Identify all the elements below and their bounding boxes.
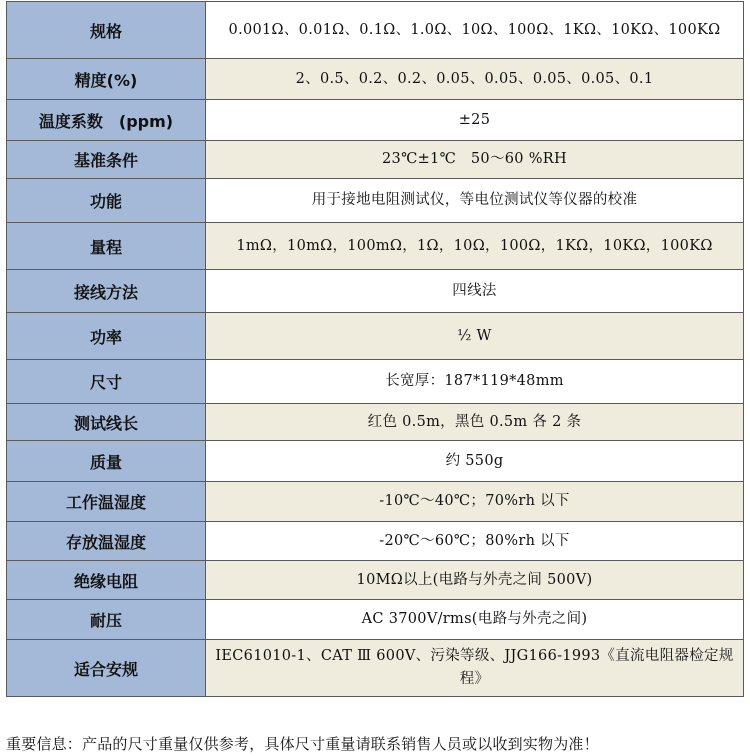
row-value: 长宽厚：187*119*48mm	[206, 360, 744, 404]
spec-row-lead-length	[7, 404, 744, 441]
spec-row-dimensions	[7, 360, 744, 404]
row-value: 10MΩ以上(电路与外壳之间 500V)	[206, 561, 744, 600]
spec-row-accuracy	[7, 59, 744, 100]
row-label: 精度(%)	[7, 59, 206, 100]
row-value: 用于接地电阻测试仪，等电位测试仪等仪器的校准	[206, 179, 744, 223]
row-value: ½ W	[206, 313, 744, 360]
row-value: 0.001Ω、0.01Ω、0.1Ω、1.0Ω、10Ω、100Ω、1KΩ、10KΩ、100KΩ	[206, 2, 744, 59]
row-value: 约 550g	[206, 441, 744, 482]
spec-row-storage-env	[7, 522, 744, 561]
row-value: 红色 0.5m，黑色 0.5m 各 2 条	[206, 404, 744, 441]
row-label: 绝缘电阻	[7, 561, 206, 600]
spec-row-safety-standards	[7, 640, 744, 697]
row-value: 四线法	[206, 270, 744, 313]
row-value: 23℃±1℃ 50～60 %RH	[206, 141, 744, 179]
spec-table	[6, 1, 744, 697]
row-label: 尺寸	[7, 360, 206, 404]
row-label: 耐压	[7, 600, 206, 640]
spec-row-insulation	[7, 561, 744, 600]
row-label: 温度系数 (ppm)	[7, 100, 206, 141]
spec-row-temp-coefficient	[7, 100, 744, 141]
row-value: -10℃～40℃；70%rh 以下	[206, 482, 744, 522]
row-label: 工作温湿度	[7, 482, 206, 522]
row-value: 1mΩ，10mΩ，100mΩ，1Ω，10Ω，100Ω，1KΩ，10KΩ，100KΩ	[206, 223, 744, 270]
row-label: 存放温湿度	[7, 522, 206, 561]
row-value: AC 3700V/rms(电路与外壳之间)	[206, 600, 744, 640]
row-label: 测试线长	[7, 404, 206, 441]
spec-row-withstand-voltage	[7, 600, 744, 640]
spec-row-range	[7, 223, 744, 270]
spec-row-spec	[7, 2, 744, 59]
row-label: 量程	[7, 223, 206, 270]
row-label: 功能	[7, 179, 206, 223]
disclaimer-note: 重要信息：产品的尺寸重量仅供参考，具体尺寸重量请联系销售人员或以收到实物为准！	[6, 735, 599, 753]
row-label: 适合安规	[7, 640, 206, 697]
row-value: IEC61010-1、CAT Ⅲ 600V、污染等级、JJG166-1993《直流电阻器检定规程》	[206, 640, 744, 697]
row-label: 质量	[7, 441, 206, 482]
row-label: 功率	[7, 313, 206, 360]
row-label: 规格	[7, 2, 206, 59]
spec-row-wiring	[7, 270, 744, 313]
row-label: 基准条件	[7, 141, 206, 179]
spec-row-power	[7, 313, 744, 360]
row-value: ±25	[206, 100, 744, 141]
spec-row-function	[7, 179, 744, 223]
row-value: -20℃～60℃；80%rh 以下	[206, 522, 744, 561]
spec-row-reference-condition	[7, 141, 744, 179]
spec-row-operating-env	[7, 482, 744, 522]
row-label: 接线方法	[7, 270, 206, 313]
row-value: 2、0.5、0.2、0.2、0.05、0.05、0.05、0.05、0.1	[206, 59, 744, 100]
spec-row-weight	[7, 441, 744, 482]
